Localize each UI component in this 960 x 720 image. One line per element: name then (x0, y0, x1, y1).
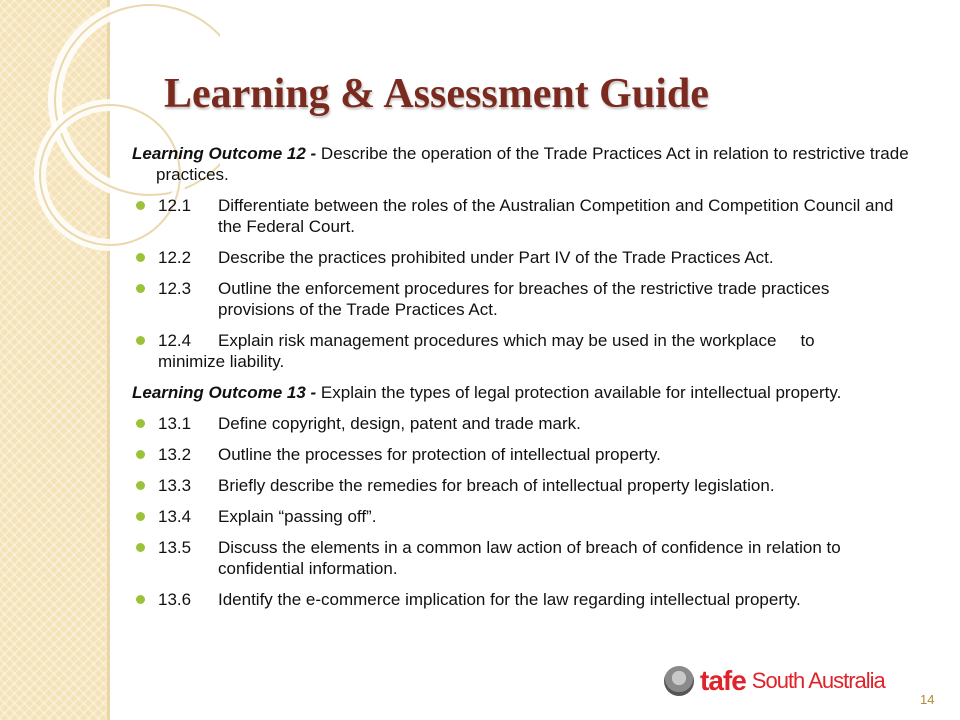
item-text: Discuss the elements in a common law action of breach of confidence in relation to confidential information. (218, 538, 841, 578)
bullet-icon (136, 201, 145, 210)
item-text: Describe the practices prohibited under Part IV of the Trade Practices Act. (218, 248, 774, 267)
outcome-text: Describe the operation of the Trade Practices Act in relation to restrictive trade practices. (156, 144, 909, 184)
item-number: 12.1 (158, 196, 192, 215)
item-text: Explain “passing off”. (218, 507, 377, 526)
bullet-icon (136, 595, 145, 604)
bullet-icon (136, 336, 145, 345)
list-item (132, 247, 922, 268)
decorative-side-band (0, 0, 108, 720)
outcome-lead: Learning Outcome 12 - (132, 144, 317, 163)
bullet-icon (136, 481, 145, 490)
bullet-icon (136, 284, 145, 293)
content-area (132, 143, 922, 620)
list-item (132, 330, 922, 372)
learning-outcome-13 (132, 382, 922, 403)
government-crest-icon (664, 666, 694, 696)
item-number: 13.2 (158, 445, 192, 464)
item-text: Explain risk management procedures which may be used in the workplace (218, 331, 777, 350)
tafe-logo (664, 664, 885, 698)
list-item (132, 278, 922, 320)
item-text: Differentiate between the roles of the Australian Competition and Competition Council and the Federal Court. (218, 196, 894, 236)
bullet-icon (136, 512, 145, 521)
bullet-icon (136, 543, 145, 552)
item-number: 13.5 (158, 538, 192, 557)
item-number: 12.2 (158, 248, 192, 267)
page-number: 14 (920, 692, 935, 707)
item-text-continued: to (800, 331, 815, 350)
logo-region: South Australia (751, 668, 885, 693)
item-text: Outline the enforcement procedures for breaches of the restrictive trade practices provisions of the Trade Practices Act. (218, 279, 830, 319)
item-number: 13.6 (158, 590, 192, 609)
list-item (132, 506, 922, 527)
item-text: Briefly describe the remedies for breach of intellectual property legislation. (218, 476, 775, 495)
logo-brand: tafe (700, 665, 746, 696)
item-number: 12.3 (158, 279, 192, 298)
item-text: Identify the e-commerce implication for the law regarding intellectual property. (218, 590, 801, 609)
bullet-icon (136, 450, 145, 459)
item-number: 12.4 (158, 331, 192, 350)
bullet-icon (136, 419, 145, 428)
list-item (132, 589, 922, 610)
item-number: 13.3 (158, 476, 192, 495)
list-item (132, 537, 922, 579)
outcome-lead: Learning Outcome 13 - (132, 383, 317, 402)
item-text-tail: minimize liability. (158, 352, 285, 371)
item-text: Define copyright, design, patent and trade mark. (218, 414, 581, 433)
page-title: Learning & Assessment Guide (164, 71, 709, 117)
list-item (132, 195, 922, 237)
list-item (132, 444, 922, 465)
list-item (132, 475, 922, 496)
list-item (132, 413, 922, 434)
learning-outcome-12 (132, 143, 922, 185)
item-number: 13.4 (158, 507, 192, 526)
bullet-icon (136, 253, 145, 262)
outcome-text: Explain the types of legal protection available for intellectual property. (316, 383, 842, 402)
item-text: Outline the processes for protection of intellectual property. (218, 445, 661, 464)
item-number: 13.1 (158, 414, 192, 433)
